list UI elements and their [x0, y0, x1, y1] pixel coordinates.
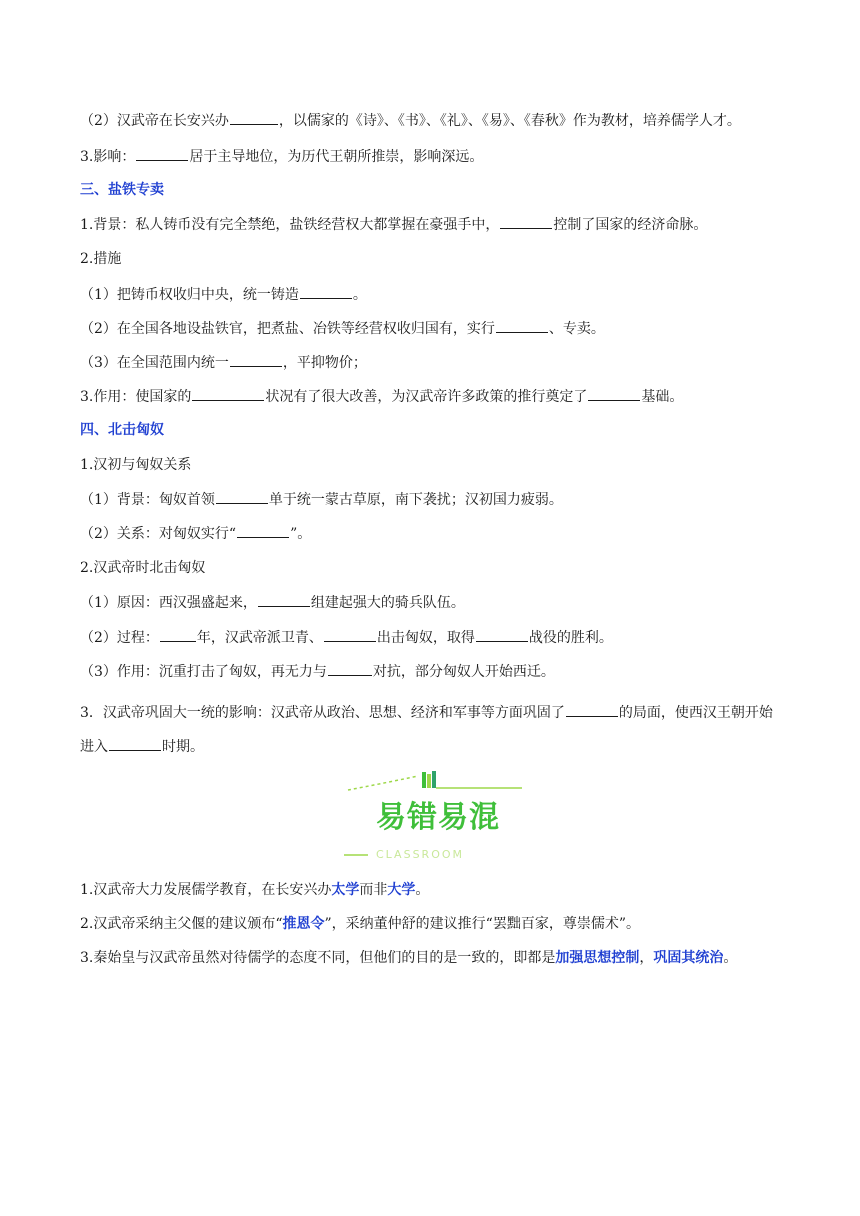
- text: （2）汉武帝在长安兴办: [80, 113, 229, 129]
- fill-blank[interactable]: [160, 627, 196, 642]
- text: 时期。: [162, 739, 204, 755]
- text: （1）背景：匈奴首领: [80, 492, 215, 508]
- text: 2.汉武帝采纳主父偃的建议颁布“: [80, 916, 283, 932]
- text: 状况有了很大改善，为汉武帝许多政策的推行奠定了: [265, 389, 588, 405]
- s3-effect: [80, 386, 780, 407]
- s3-measure-1: [80, 284, 780, 305]
- text: 3.影响：: [80, 149, 136, 165]
- text: ，以儒家的《诗》、《书》、《礼》、《易》、《春秋》作为教材，培养儒学人才。: [278, 113, 741, 129]
- s4-relation-2: [80, 523, 780, 544]
- text: （3）作用：沉重打击了匈奴，再无力与: [80, 664, 327, 680]
- text: （3）在全国范围内统一: [80, 355, 229, 371]
- highlight: 太学: [331, 882, 360, 898]
- highlight: 大学: [387, 882, 416, 898]
- text: 居于主导地位，为历代王朝所推崇，影响深远。: [189, 149, 484, 165]
- text: 3.作用：使国家的: [80, 389, 192, 405]
- note-3: [80, 948, 780, 968]
- s4-war-3: [80, 661, 780, 682]
- note-2: [80, 914, 780, 934]
- text: （2）关系：对匈奴实行“: [80, 526, 237, 542]
- s3-measures-label: 2.措施: [80, 251, 122, 267]
- text: 基础。: [641, 389, 684, 405]
- text: 而非: [359, 882, 388, 898]
- s4-war-2: [80, 627, 780, 648]
- text: ”。: [290, 526, 312, 542]
- text: （1）原因：西汉强盛起来，: [80, 595, 257, 611]
- highlight: 巩固其统治: [653, 950, 724, 966]
- text: 。: [723, 950, 738, 966]
- fill-blank[interactable]: [588, 386, 640, 401]
- fill-blank[interactable]: [328, 661, 372, 676]
- logo-subtitle: CLASSROOM: [376, 848, 465, 861]
- fill-blank[interactable]: [500, 214, 552, 229]
- text: （2）在全国各地设盐铁官，把煮盐、冶铁等经营权收归国有，实行: [80, 321, 495, 337]
- s4-war-label: 2.汉武帝时北击匈奴: [80, 560, 206, 576]
- text: ”，采纳董仲舒的建议推行“罢黜百家，尊崇儒术”。: [324, 916, 640, 932]
- s4-summary: [80, 696, 780, 764]
- fill-blank[interactable]: [109, 736, 161, 751]
- fill-blank[interactable]: [300, 284, 352, 299]
- text: 出击匈奴，取得: [376, 630, 475, 646]
- s3-measure-2: [80, 318, 780, 339]
- s3-measure-3: [80, 352, 780, 373]
- s2-item2: [80, 110, 780, 131]
- highlight: 推恩令: [282, 916, 325, 932]
- fill-blank[interactable]: [230, 352, 282, 367]
- s4-war-1: [80, 592, 780, 613]
- fill-blank[interactable]: [136, 146, 188, 161]
- text: （2）过程：: [80, 630, 159, 646]
- fill-blank[interactable]: [496, 318, 548, 333]
- highlight: 加强思想控制: [555, 950, 640, 966]
- section-title-salt-iron: 三、盐铁专卖: [80, 182, 164, 198]
- fill-blank[interactable]: [566, 702, 618, 717]
- text: 战役的胜利。: [528, 630, 613, 646]
- text: 对抗，部分匈奴人开始西迁。: [372, 664, 555, 680]
- text: 3.秦始皇与汉武帝虽然对待儒学的态度不同，但他们的目的是一致的，即都是: [80, 950, 556, 966]
- fill-blank[interactable]: [216, 489, 268, 504]
- s3-background: [80, 214, 780, 235]
- text: 。: [415, 882, 430, 898]
- text: 控制了国家的经济命脉。: [553, 217, 708, 233]
- text: 组建起强大的骑兵队伍。: [310, 595, 465, 611]
- section-title-xiongnu: 四、北击匈奴: [80, 422, 164, 438]
- text: 、专卖。: [548, 321, 605, 337]
- text: 单于统一蒙古草原，南下袭扰；汉初国力疲弱。: [268, 492, 563, 508]
- s4-relation-label: 1.汉初与匈奴关系: [80, 457, 192, 473]
- fill-blank[interactable]: [192, 386, 264, 401]
- text: 年，汉武帝派卫青、: [196, 630, 323, 646]
- text: 。: [352, 287, 367, 303]
- note-1: [80, 880, 780, 900]
- s2-impact: [80, 146, 780, 167]
- text: 1.汉武帝大力发展儒学教育，在长安兴办: [80, 882, 332, 898]
- fill-blank[interactable]: [258, 592, 310, 607]
- fill-blank[interactable]: [324, 627, 376, 642]
- logo-title: 易错易混: [376, 800, 500, 835]
- text: 1.背景：私人铸币没有完全禁绝，盐铁经营权大都掌握在豪强手中，: [80, 217, 500, 233]
- text: ，: [639, 950, 654, 966]
- fill-blank[interactable]: [230, 110, 278, 125]
- text: 的局面，使西汉王朝开始进入: [80, 705, 773, 755]
- fill-blank[interactable]: [476, 627, 528, 642]
- text: ，平抑物价；: [282, 355, 367, 371]
- fill-blank[interactable]: [237, 523, 289, 538]
- error-prone-logo: [340, 762, 530, 866]
- s4-relation-1: [80, 489, 780, 510]
- text: （1）把铸币权收归中央，统一铸造: [80, 287, 299, 303]
- text: 3．汉武帝巩固大一统的影响：汉武帝从政治、思想、经济和军事等方面巩固了: [80, 705, 565, 721]
